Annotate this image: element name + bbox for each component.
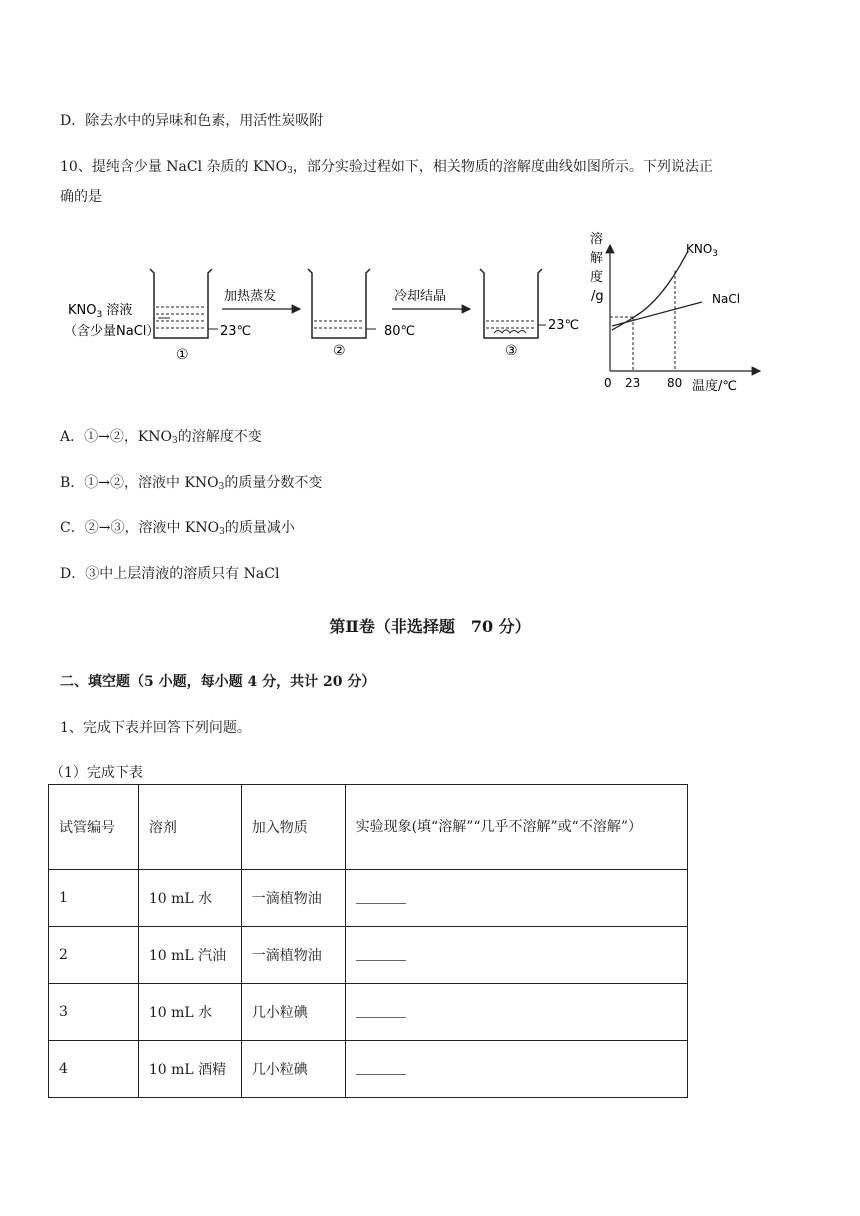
cell-answer-blank[interactable] xyxy=(345,870,687,927)
cell-solvent: 10 mL 水 xyxy=(138,870,241,927)
x-axis-label: 温度/℃ xyxy=(692,379,737,394)
cell-substance: 一滴植物油 xyxy=(241,870,345,927)
beaker-1-temp: 23℃ xyxy=(220,324,252,339)
option-c: C．②→③，溶液中 $KNO_3$的质量减小 xyxy=(60,520,295,537)
step-cool-crystallize: 冷却结晶 xyxy=(394,289,447,304)
nacl-curve-label: NaCl xyxy=(712,292,741,306)
question-10-stem-line1: 10、提纯含少量 NaCl 杂质的 $KNO_3$，部分实验过程如下，相关物质的溶解度曲线如图所示。下列说法正 xyxy=(60,159,713,176)
experiment-table xyxy=(48,784,688,1098)
cell-tube-number: 1 xyxy=(49,870,139,927)
answer-blank[interactable] xyxy=(356,1060,406,1075)
option-b: B．①→②，溶液中 $KNO_3$的质量分数不变 xyxy=(60,475,323,492)
table-row xyxy=(49,984,688,1041)
option-a: A．①→②，$KNO_3$的溶解度不变 xyxy=(60,429,262,446)
cell-solvent: 10 mL 汽油 xyxy=(138,927,241,984)
kno3-curve-label: $KNO_3$ xyxy=(686,242,719,259)
table-row xyxy=(49,870,688,927)
y-axis-char-1: 溶 xyxy=(590,232,604,247)
solution-label-line2: （含少量NaCl） xyxy=(64,324,160,339)
header-added-substance: 加入物质 xyxy=(241,785,345,870)
option-d-previous-question: D．除去水中的异味和色素，用活性炭吸附 xyxy=(60,113,324,129)
cell-substance: 几小粒碘 xyxy=(241,1041,345,1098)
step-heat-evaporate: 加热蒸发 xyxy=(224,289,277,304)
table-row xyxy=(49,1041,688,1098)
part2-heading: 二、填空题（5 小题，每小题 4 分，共计 20 分） xyxy=(60,674,376,690)
table-row xyxy=(49,927,688,984)
x-tick-80: 80 xyxy=(667,376,683,390)
cell-substance: 一滴植物油 xyxy=(241,927,345,984)
question-10-stem-line2: 确的是 xyxy=(60,189,102,205)
y-axis-char-4: /g xyxy=(591,289,604,304)
header-solvent: 溶剂 xyxy=(138,785,241,870)
beaker-3-label: ③ xyxy=(505,343,518,359)
x-tick-23: 23 xyxy=(625,376,641,390)
beaker-2-label: ② xyxy=(333,343,346,359)
cell-answer-blank[interactable] xyxy=(345,927,687,984)
cell-tube-number: 2 xyxy=(49,927,139,984)
section-title: 第Ⅱ卷（非选择题 70 分） xyxy=(329,617,531,636)
kno3-curve xyxy=(612,251,688,330)
cell-tube-number: 3 xyxy=(49,984,139,1041)
beaker-3-temp: 23℃ xyxy=(548,318,580,333)
y-axis-char-3: 度 xyxy=(590,270,604,285)
beaker-2-temp: 80℃ xyxy=(384,324,416,339)
beaker-3 xyxy=(480,269,546,338)
answer-blank[interactable] xyxy=(356,946,406,961)
cell-substance: 几小粒碘 xyxy=(241,984,345,1041)
beaker-1-label: ① xyxy=(176,347,189,363)
nacl-curve xyxy=(612,302,702,326)
solubility-chart xyxy=(590,231,760,394)
beaker-2 xyxy=(308,269,376,338)
option-d: D．③中上层清液的溶质只有 NaCl xyxy=(60,566,280,582)
cell-answer-blank[interactable] xyxy=(345,984,687,1041)
experiment-figure xyxy=(0,225,860,400)
header-phenomenon: 实验现象(填“溶解”“几乎不溶解”或“不溶解”） xyxy=(345,785,687,870)
header-tube-number: 试管编号 xyxy=(49,785,139,870)
solution-label: $KNO_3$ 溶液 xyxy=(68,303,133,320)
question-1-stem: 1、完成下表并回答下列问题。 xyxy=(60,720,251,736)
cell-answer-blank[interactable] xyxy=(345,1041,687,1098)
beaker-1 xyxy=(150,269,218,338)
cell-tube-number: 4 xyxy=(49,1041,139,1098)
cell-solvent: 10 mL 酒精 xyxy=(138,1041,241,1098)
answer-blank[interactable] xyxy=(356,1003,406,1018)
x-origin-label: 0 xyxy=(604,376,612,390)
answer-blank[interactable] xyxy=(356,889,406,904)
question-1-sub1: （1）完成下表 xyxy=(50,765,143,781)
cell-solvent: 10 mL 水 xyxy=(138,984,241,1041)
table-header-row xyxy=(49,785,688,870)
y-axis-char-2: 解 xyxy=(590,251,604,266)
